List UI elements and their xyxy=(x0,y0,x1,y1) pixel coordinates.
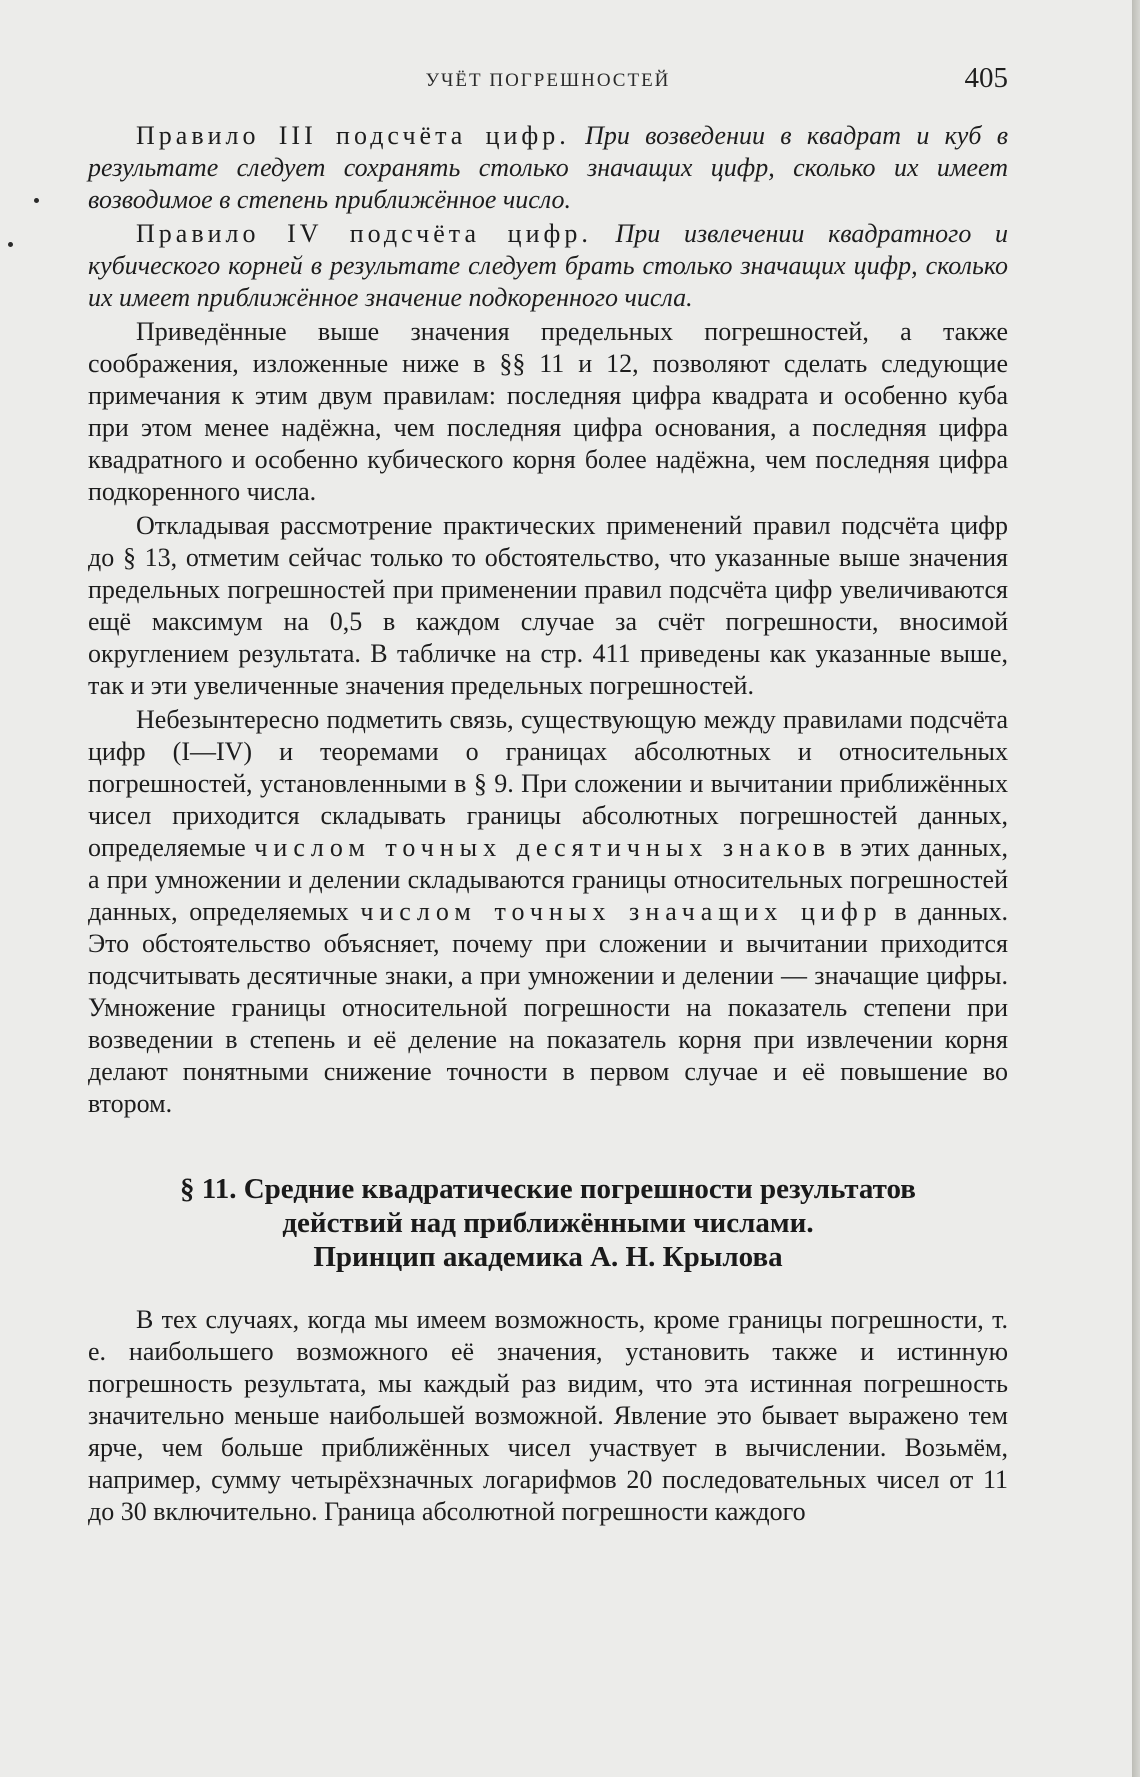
paragraph-connection-part-2: в этих данных, а при умножении и делении складываются границы относительных погрешностей данных, определяемых xyxy=(88,833,1009,926)
rule-3-paragraph xyxy=(88,120,1008,216)
section-heading-line-1: § 11. Средние квадратические погрешности результатов xyxy=(180,1173,916,1205)
emphasis-decimal-places: числом точных десятичных знаков xyxy=(254,833,832,862)
page-number: 405 xyxy=(964,62,1008,94)
rule-3-label: Правило III подсчёта цифр. xyxy=(136,121,570,150)
page-header xyxy=(88,58,1008,98)
paragraph-connection xyxy=(88,704,1008,1120)
section-heading xyxy=(88,1172,1008,1274)
running-head: УЧЁТ ПОГРЕШНОСТЕЙ xyxy=(425,70,671,91)
page-body xyxy=(88,120,1008,1530)
page-edge xyxy=(1132,0,1140,1777)
paragraph-connection-part-1: Небезынтересно подметить связь, существующую между правилами подсчёта цифр (I—IV) и теоремами о границах абсолютных и относительных погрешностей, установленными в § 9. При сложении и вычитании приближённых чисел приходится складывать границы абсолютных погрешностей данных, определяемые xyxy=(88,705,1008,862)
paragraph-rounding: Откладывая рассмотрение практических применений правил подсчёта цифр до § 13, отметим сейчас только то обстоятельство, что указанные выше значения предельных погрешностей при применении правил подсчёта цифр увеличиваются ещё максимум на 0,5 в каждом случае за счёт погрешности, вносимой округлением результата. В табличке на стр. 411 приведены как указанные выше, так и эти увеличенные значения предельных погрешностей. xyxy=(88,511,1008,700)
margin-mark xyxy=(8,242,13,247)
margin-mark xyxy=(34,198,39,203)
rule-4-paragraph xyxy=(88,218,1008,314)
rule-4-label: Правило IV подсчёта цифр. xyxy=(136,219,592,248)
section-heading-line-2: действий над приближёнными числами. xyxy=(282,1207,814,1239)
paragraph-remarks: Приведённые выше значения предельных погрешностей, а также соображения, изложенные ниже в §§ 11 и 12, позволяют сделать следующие примечания к этим двум правилам: последняя цифра квадрата и особенно куба при этом менее надёжна, чем последняя цифра основания, а последняя цифра квадратного и особенно кубического корня более надёжна, чем последняя цифра подкоренного числа. xyxy=(88,317,1008,506)
section-paragraph-1: В тех случаях, когда мы имеем возможность, кроме границы погрешности, т. е. наибольшего возможного её значения, установить также и истинную погрешность результата, мы каждый раз видим, что эта истинная погрешность значительно меньше наибольшей возможной. Явление это бывает выражено тем ярче, чем больше приближённых чисел участвует в вычислении. Возьмём, например, сумму четырёхзначных логарифмов 20 последовательных чисел от 11 до 30 включительно. Граница абсолютной погрешности каждого xyxy=(88,1305,1008,1526)
rule-3-text: При возведении в квадрат и куб в результате следует сохранять столько значащих цифр, сколько их имеет возводимое в степень приближённое число. xyxy=(88,121,1008,214)
section-heading-line-3: Принцип академика А. Н. Крылова xyxy=(313,1241,783,1273)
paragraph-connection-part-3: в данных. Это обстоятельство объясняет, почему при сложении и вычитании приходится подсчитывать десятичные знаки, а при умножении и делении — значащие цифры. Умножение границы относительной погрешности на показатель степени при возведении в степень и её деление на показатель корня при извлечении корня делают понятными снижение точности в первом случае и её повышение во втором. xyxy=(88,897,1008,1118)
rule-4-text: При извлечении квадратного и кубического корней в результате следует брать столько значащих цифр, сколько их имеет приближённое значение подкоренного числа. xyxy=(88,219,1008,312)
emphasis-significant-digits: числом точных значащих цифр xyxy=(360,897,883,926)
